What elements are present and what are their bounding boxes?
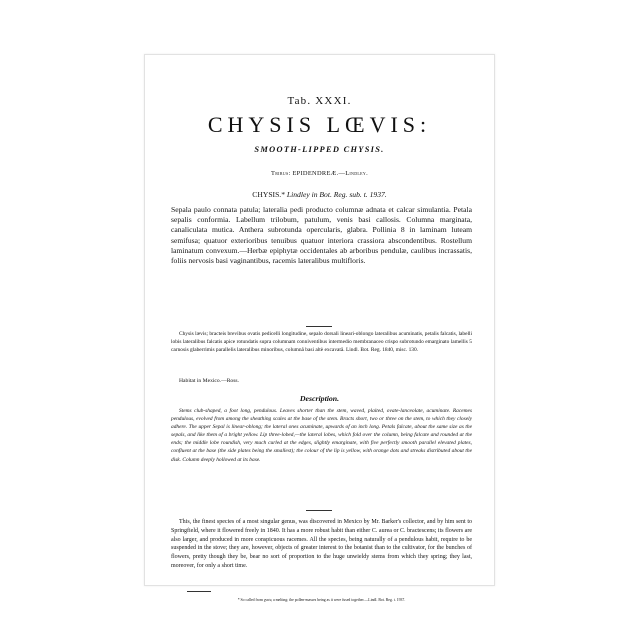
genus-reference: Lindley in Bot. Reg. sub. t. 1937. [286, 190, 387, 199]
common-name: SMOOTH-LIPPED CHYSIS. [254, 145, 385, 154]
plate-number: Tab. XXXI. [287, 95, 352, 107]
document-page [144, 54, 495, 602]
genus-name: CHYSIS.* [252, 190, 286, 199]
genus-line [145, 190, 494, 199]
footnote: * So called from χυσις a melting; the pollen-masses being as it were fused together.—Lindl. Bot. Reg. t. 1937. [237, 598, 406, 602]
divider [306, 510, 332, 511]
tribe-line: Tribus: EPIDENDREÆ.—Lindley. [270, 170, 368, 177]
latin-genus-description: Sepala paulo connata patula; lateralia pedi producto columnæ adnata et calcar simulantia. Petala sepalis conformia. Labellum trilobum, patulum, venis basi callosis. Columna marginata, canaliculata mutica. Anthera subrotunda opercularis, glabra. Pollinia 8 in laminam luteam semifusa; quatuor exterioribus tenuibus quatuor interiora crassiora abscondentibus. Rostellum laminatum convexum.—Herbæ epiphytæ occidentales ab arboribus pendulæ, caulibus incrassatis, foliis nervosis basi vaginantibus, racemis lateralibus multifloris. [171, 205, 472, 266]
english-description: Stems club-shaped, a foot long, pendulous. Leaves shorter than the stem, waved, plaited, ovate-lanceolate, acuminate. Racemes pendulous, evolved from among the sheathing scales at the base of the stem. Bracts short, two or three on the stem, to which they closely adhere. The upper Sepal is linear-oblong; the lateral ones acuminate, upwards of an inch long. Petals falcate, about the same size as the sepals, and like them of a bright yellow. Lip three-lobed,—the lateral lobes, which fold over the column, being falcate and rounded at the ends; the middle lobe roundish, very much curled at the edges, slightly emarginate, with five perfectly smooth parallel elevated plates, confluent at the base (the side plates being the smallest); the colour of the lip is yellow, with orange dots and streaks distributed about the disk. Column deeply hollowed at its base. [171, 408, 472, 463]
body-commentary: This, the finest species of a most singular genus, was discovered in Mexico by Mr. Barker's collector, and by him sent to Springfield, where it flowered freely in 1840. It has a more robust habit than either C. aurea or C. bractescens; its flowers are also larger, and produced in more conspicuous racemes. All the species, being naturally of a pendulous habit, require to be suspended in the stove; they are, however, objects of greater interest to the botanist than to the cultivator, for the bunches of flowers, pretty though they be, bear no sort of proportion to the huge unwieldy stems from which they spring; they last, moreover, for only a short time. [171, 519, 472, 569]
species-title: CHYSIS LŒVIS: [207, 112, 432, 137]
footnote-rule [187, 591, 211, 592]
divider [306, 326, 332, 327]
habitat-line: Habitat in Mexico.—Ross. [179, 378, 239, 384]
description-heading: Description. [299, 394, 340, 403]
latin-species-description: Chysis lævis; bracteis brevibus ovatis pedicelli longitudine, sepalo dorsali lineari-oblongo lateralibus acuminatis, petalis falcatis, labelli lobis lateralibus falcatis apice rotundatis supra columnam conniventibus intermedio membranaceo crispo subrotundo emarginato lamellis 5 carnosis glaberrimis parallelis lateralibus minoribus, columnâ basi altè excavatâ. Lindl. Bot. Reg. 1840, misc. 130. [171, 331, 472, 353]
